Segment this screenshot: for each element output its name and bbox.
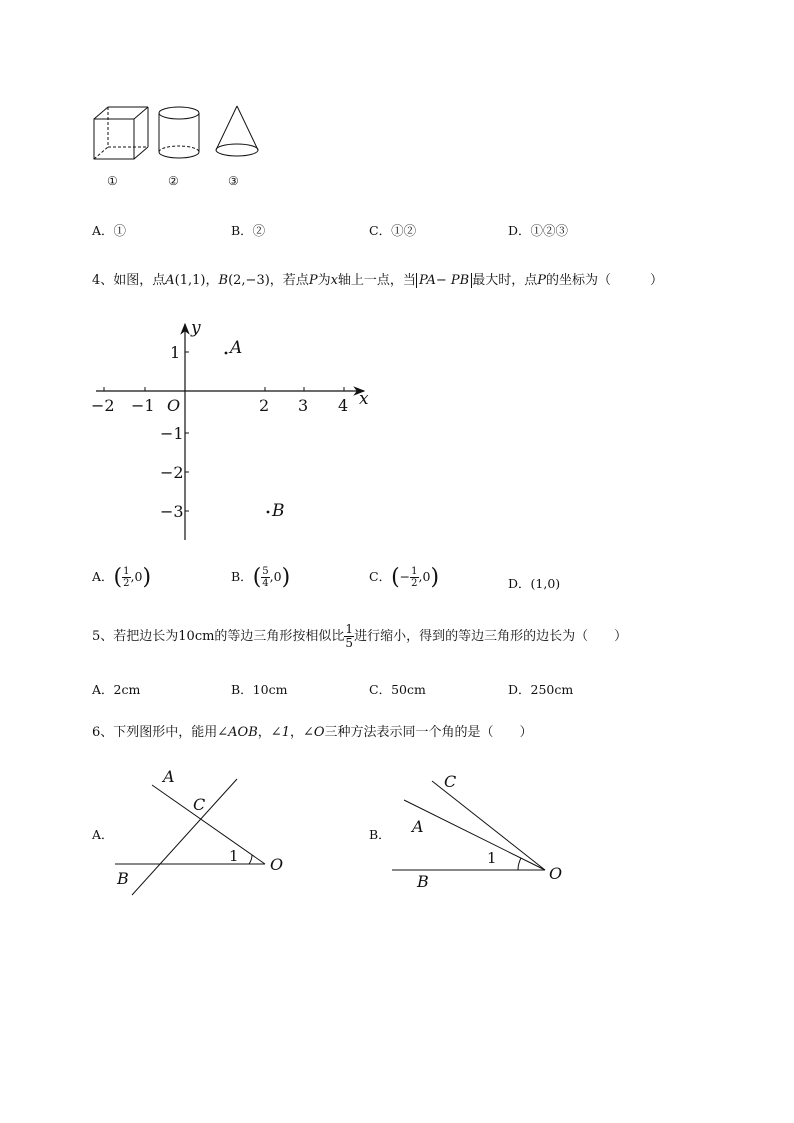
q6-part2: 三种方法表示同一个角的是（ ） bbox=[324, 725, 533, 740]
q4-part4: 轴上一点，当 bbox=[337, 273, 416, 288]
y-tick-1: 1 bbox=[170, 343, 181, 362]
fig-a-label-c: C bbox=[193, 795, 206, 814]
fig-b-label-1: 1 bbox=[487, 849, 497, 867]
q5-option-c[interactable]: C．50cm bbox=[369, 682, 426, 697]
q4-option-c[interactable]: C．(− $\frac{1}{2}$ ,0) bbox=[369, 565, 440, 590]
q4-c-den: 2 bbox=[411, 578, 418, 589]
q5-option-b[interactable]: B．10cm bbox=[231, 682, 288, 697]
q4-a-den: 2 bbox=[123, 578, 130, 589]
q6-option-b[interactable]: B． bbox=[369, 827, 391, 842]
q4-part2: ，若点 bbox=[269, 273, 309, 288]
q4-c-num: 1 bbox=[411, 566, 418, 577]
q3-option-b[interactable]: B．② bbox=[231, 223, 266, 238]
fig-b-label-b: B bbox=[417, 872, 429, 891]
q4-option-d-label: D． bbox=[508, 576, 531, 591]
y-tick--1: −1 bbox=[160, 424, 184, 443]
q4-part3: 为 bbox=[317, 273, 331, 288]
fig-a-label-1: 1 bbox=[229, 847, 239, 865]
q4-c-rest: ,0 bbox=[418, 569, 431, 584]
q4-part6: 的坐标为（ ） bbox=[545, 273, 663, 288]
q4-sep: ， bbox=[205, 273, 219, 288]
q6-angle-1: ∠1 bbox=[270, 725, 290, 740]
q5-den: 5 bbox=[345, 636, 354, 650]
q4-option-b[interactable]: B．( $\frac{5}{4}$ ,0) bbox=[231, 565, 291, 590]
q6-option-a[interactable]: A． bbox=[92, 827, 114, 842]
q4-option-b-label: B． bbox=[231, 569, 253, 584]
point-a-label: A bbox=[230, 338, 243, 358]
q5-part2: 进行缩小，得到的等边三角形的边长为（ ） bbox=[354, 629, 628, 644]
q4-coord-b: (2,−3) bbox=[228, 273, 270, 288]
q4-b-rest: ,0 bbox=[269, 569, 282, 584]
q4-b-num: 5 bbox=[262, 566, 269, 577]
x-tick-2: 2 bbox=[259, 396, 270, 415]
q4-part1: 4、如图，点 bbox=[92, 273, 166, 288]
fig-a-label-o: O bbox=[270, 855, 284, 874]
q6-sep1: ， bbox=[257, 725, 271, 740]
fig-a-label-b: B bbox=[117, 869, 129, 888]
q6-sep2: ， bbox=[289, 725, 303, 740]
origin-label: O bbox=[167, 396, 181, 415]
q4-coord-a: (1,1) bbox=[174, 273, 206, 288]
q4-x: x bbox=[330, 273, 338, 288]
x-tick--2: −2 bbox=[91, 396, 115, 415]
solid-label-1: ① bbox=[107, 174, 118, 188]
q3-option-c[interactable]: C．①② bbox=[369, 223, 417, 238]
solid-label-3: ③ bbox=[228, 174, 239, 188]
y-tick--3: −3 bbox=[160, 502, 184, 521]
x-tick--1: −1 bbox=[131, 396, 155, 415]
q6-angle-o: ∠O bbox=[302, 725, 325, 740]
q6-angle-aob: ∠AOB bbox=[217, 725, 258, 740]
solid-label-2: ② bbox=[168, 174, 179, 188]
q4-part5: 最大时，点 bbox=[472, 273, 538, 288]
point-b-label: B bbox=[272, 501, 285, 521]
q6-part1: 6、下列图形中，能用 bbox=[92, 725, 218, 740]
q5-num: 1 bbox=[345, 622, 354, 636]
x-axis-label: x bbox=[359, 389, 369, 409]
x-tick-3: 3 bbox=[298, 396, 309, 415]
q4-c-sign: − bbox=[399, 569, 411, 584]
y-tick--2: −2 bbox=[160, 463, 184, 482]
q5-part1: 5、若把边长为10cm的等边三角形按相似比 bbox=[92, 629, 345, 644]
fig-b-label-o: O bbox=[549, 864, 563, 883]
fig-b-label-c: C bbox=[444, 772, 457, 791]
q3-option-d[interactable]: D．①②③ bbox=[508, 223, 569, 238]
x-tick-4: 4 bbox=[338, 396, 349, 415]
q3-option-a[interactable]: A．① bbox=[92, 223, 127, 238]
q4-option-d-value: (1,0) bbox=[530, 576, 561, 591]
q4-a-rest: ,0 bbox=[130, 569, 143, 584]
q4-a-num: 1 bbox=[123, 566, 130, 577]
y-axis-label: y bbox=[191, 318, 201, 338]
q4-abs-text: PA− PB bbox=[418, 273, 470, 288]
q4-point-b: B bbox=[218, 273, 229, 288]
q5-option-a[interactable]: A．2cm bbox=[92, 682, 141, 697]
q4-b-den: 4 bbox=[262, 578, 269, 589]
q4-option-a[interactable]: A．( $\frac{1}{2}$ ,0) bbox=[92, 565, 152, 590]
fig-a-label-a: A bbox=[163, 767, 175, 786]
q4-point-a: A bbox=[165, 273, 175, 288]
fig-b-label-a: A bbox=[412, 817, 424, 836]
q5-option-d[interactable]: D．250cm bbox=[508, 682, 574, 697]
q4-point-p: P bbox=[308, 273, 318, 288]
q4-option-a-label: A． bbox=[92, 569, 114, 584]
q4-point-p2: P bbox=[537, 273, 546, 288]
q4-option-c-label: C． bbox=[369, 569, 392, 584]
